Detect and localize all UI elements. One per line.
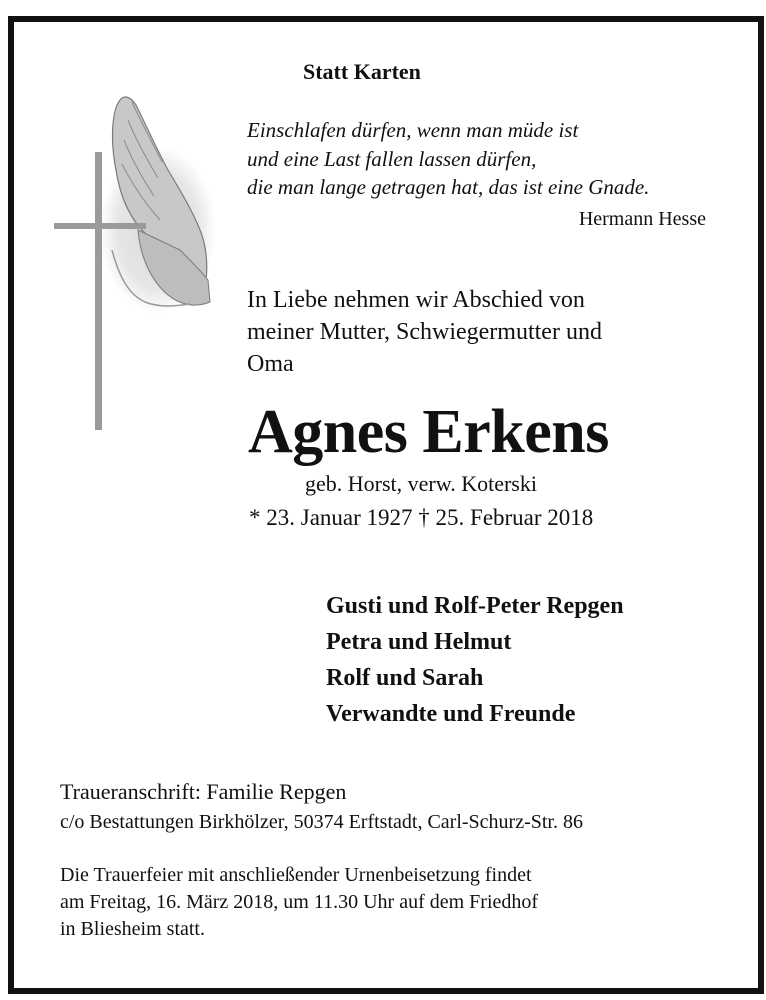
mourner-line: Petra und Helmut — [326, 629, 512, 655]
mourning-address-heading: Traueranschrift: Familie Repgen — [60, 779, 347, 804]
cross-vertical — [95, 152, 102, 430]
poem-author: Hermann Hesse — [578, 208, 706, 230]
life-dates: * 23. Januar 1927 † 25. Februar 2018 — [249, 505, 594, 530]
mourner-line: Verwandte und Freunde — [326, 701, 576, 727]
intro-line: meiner Mutter, Schwiegermutter und — [247, 319, 602, 345]
service-info — [60, 862, 538, 943]
service-line: Die Trauerfeier mit anschließender Urnenbeisetzung findet — [60, 864, 532, 886]
poem-line: die man lange getragen hat, das ist eine Gnade. — [247, 175, 650, 199]
deceased-maiden-name: geb. Horst, verw. Koterski — [305, 471, 537, 496]
service-line: am Freitag, 16. März 2018, um 11.30 Uhr auf dem Friedhof — [60, 891, 539, 913]
intro-text — [247, 284, 602, 380]
praying-hands-with-cross-icon — [50, 80, 240, 440]
mourner-line: Gusti und Rolf-Peter Repgen — [326, 593, 624, 619]
deceased-name: Agnes Erkens — [248, 398, 609, 466]
cross-horizontal — [54, 223, 146, 229]
poem-line: und eine Last fallen lassen dürfen, — [247, 146, 537, 171]
intro-line: Oma — [247, 351, 294, 377]
mourner-line: Rolf und Sarah — [326, 665, 484, 691]
header-title: Statt Karten — [303, 59, 421, 84]
mourning-address-line: c/o Bestattungen Birkhölzer, 50374 Erftstadt, Carl-Schurz-Str. 86 — [60, 811, 583, 833]
mourners-list — [326, 588, 624, 732]
poem — [247, 116, 649, 202]
poem-line: Einschlafen dürfen, wenn man müde ist — [247, 118, 579, 142]
intro-line: In Liebe nehmen wir Abschied von — [247, 287, 585, 313]
service-line: in Bliesheim statt. — [60, 918, 205, 940]
